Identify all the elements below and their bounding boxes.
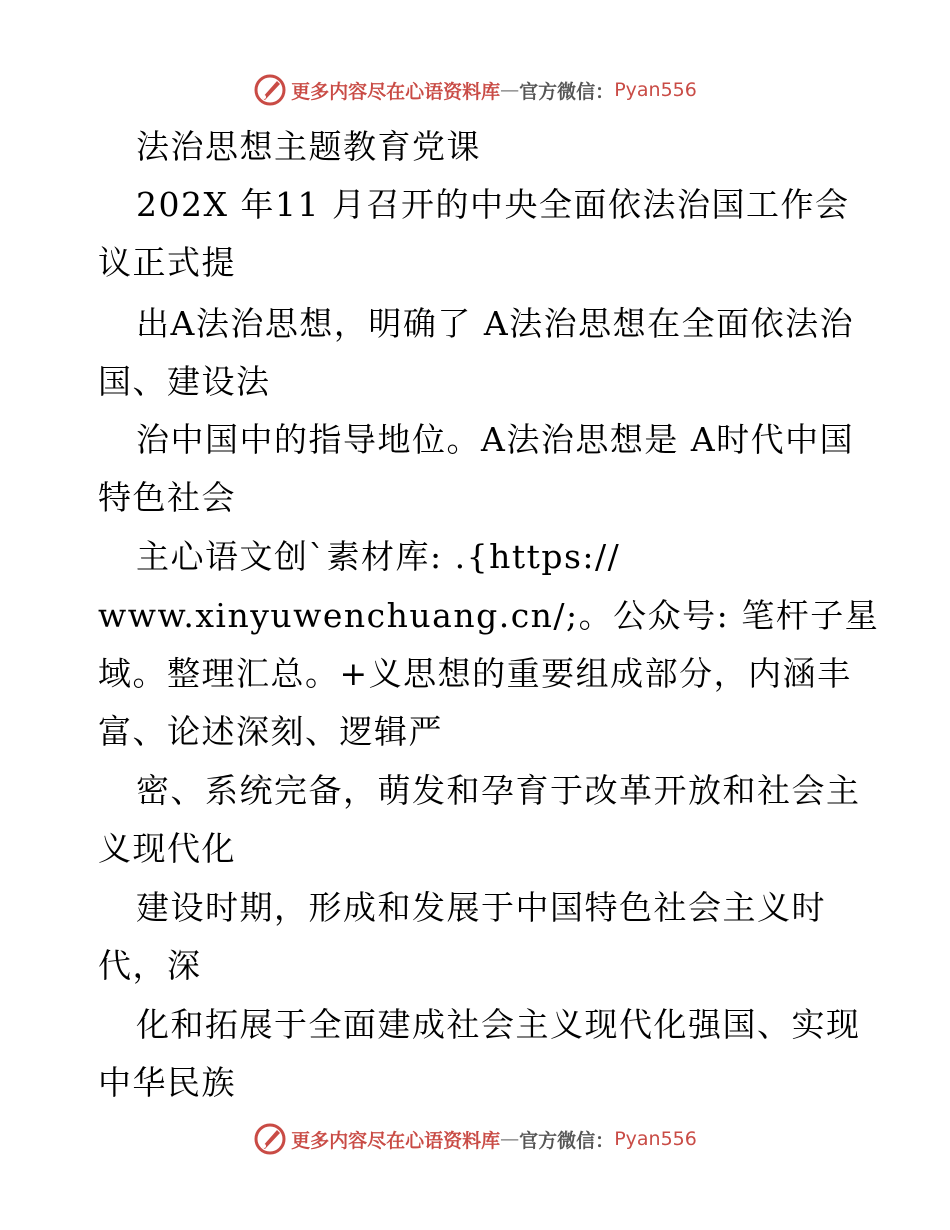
document-title: 法治思想主题教育党课: [136, 127, 481, 166]
paragraph-line: 义现代化: [98, 829, 236, 868]
paragraph-line: 代，深: [98, 946, 202, 985]
paragraph-line: 域。整理汇总。+义思想的重要组成部分，内涵丰: [98, 654, 852, 693]
pen-logo-icon: [253, 73, 287, 107]
paragraph-line: 建设时期，形成和发展于中国特色社会主义时: [136, 888, 826, 927]
banner-wechat-label: 官方微信：: [519, 1129, 615, 1152]
banner-main-text: 更多内容尽在心语资料库: [291, 80, 501, 103]
paragraph-line: 国、建设法: [98, 362, 271, 401]
paragraph-line: www.xinyuwenchuang.cn/;。公众号: 笔杆子星: [98, 596, 880, 635]
paragraph-line: 治中国中的指导地位。A法治思想是 A时代中国: [136, 420, 855, 459]
paragraph-line: 富、论述深刻、逻辑严: [98, 712, 443, 751]
pen-logo-icon: [253, 1122, 287, 1156]
banner-main-text: 更多内容尽在心语资料库: [291, 1129, 501, 1152]
paragraph-line: 特色社会: [98, 478, 236, 517]
banner-wechat-label: 官方微信：: [519, 80, 615, 103]
banner-dash: —: [500, 1128, 520, 1150]
banner-wechat-id: Pyan556: [614, 1128, 697, 1150]
paragraph-line: 化和拓展于全面建成社会主义现代化强国、实现: [136, 1005, 861, 1044]
paragraph-line: 主心语文创`素材库: .{https://: [136, 537, 621, 576]
paragraph-line: 202X 年11 月召开的中央全面依法治国工作会: [136, 185, 850, 224]
banner-wechat-id: Pyan556: [614, 79, 697, 101]
header-banner: [0, 70, 950, 110]
banner-dash: —: [500, 79, 520, 101]
paragraph-line: 中华民族: [98, 1063, 236, 1102]
paragraph-line: 密、系统完备，萌发和孕育于改革开放和社会主: [136, 771, 861, 810]
footer-banner: [0, 1119, 950, 1159]
paragraph-line: 出A法治思想，明确了 A法治思想在全面依法治: [136, 304, 855, 343]
paragraph-line: 议正式提: [98, 243, 236, 282]
